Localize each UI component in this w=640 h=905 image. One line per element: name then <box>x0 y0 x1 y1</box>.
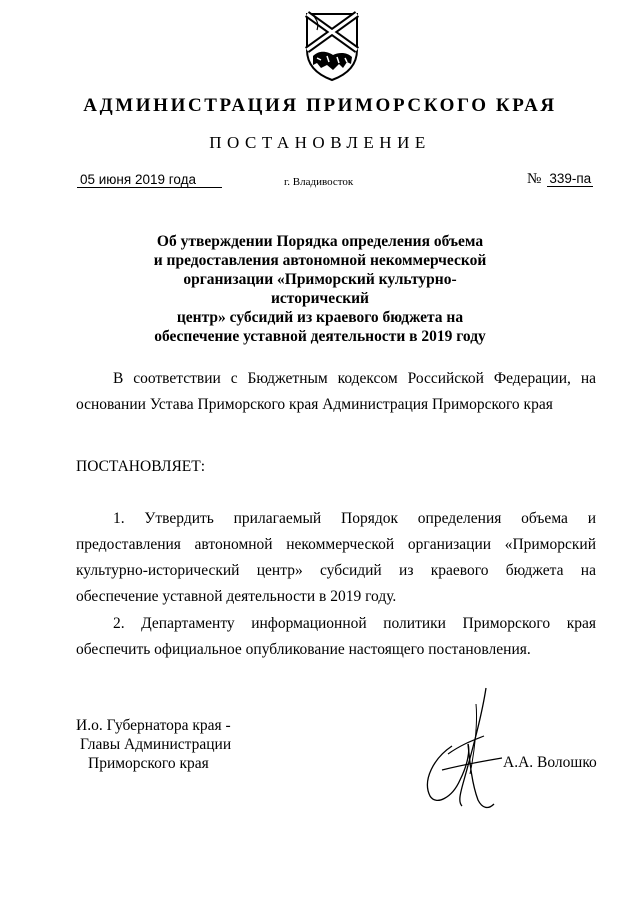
signatory-name: А.А. Волошко <box>503 754 597 771</box>
signatory-position <box>76 716 231 773</box>
subject-line: обеспечение уставной деятельности в 2019 году <box>154 328 486 345</box>
decree-heading: ПОСТАНОВЛЯЕТ: <box>76 458 206 475</box>
position-line: Приморского края <box>88 755 209 772</box>
position-line: И.о. Губернатора края - <box>76 717 231 734</box>
document-number <box>527 171 593 188</box>
document-date <box>77 172 222 187</box>
number-label: № <box>527 171 542 187</box>
subject-line: организации «Приморский культурно-исторический <box>183 271 457 307</box>
document-city: г. Владивосток <box>284 176 354 188</box>
handwritten-signature-icon <box>412 684 512 814</box>
coat-of-arms-emblem-icon <box>303 10 361 82</box>
document-subject <box>140 232 500 346</box>
subject-line: центр» субсидий из краевого бюджета на <box>176 309 464 326</box>
organization-title: АДМИНИСТРАЦИЯ ПРИМОРСКОГО КРАЯ <box>83 95 557 116</box>
intro-paragraph: В соответствии с Бюджетным кодексом Российской Федерации, на основании Устава Приморского края Администрация Приморского края <box>76 370 596 413</box>
item-2-paragraph: 2. Департаменту информационной политики Приморского края обеспечить официальное опубликование настоящего постановления. <box>76 615 596 658</box>
subject-line: и предоставления автономной некоммерческой <box>153 252 487 269</box>
item-1-paragraph: 1. Утвердить прилагаемый Порядок определения объема и предоставления автономной некоммерческой организации «Приморский культурно-исторический центр» субсидий из краевого бюджета на обеспечение уставной деятельности в 2019 году. <box>76 510 596 605</box>
number-value: 339-па <box>549 171 592 186</box>
position-line: Главы Администрации <box>80 736 232 753</box>
document-type: ПОСТАНОВЛЕНИЕ <box>209 133 431 152</box>
date-value: 05 июня 2019 года <box>77 172 222 188</box>
subject-line: Об утверждении Порядка определения объема <box>156 233 484 250</box>
